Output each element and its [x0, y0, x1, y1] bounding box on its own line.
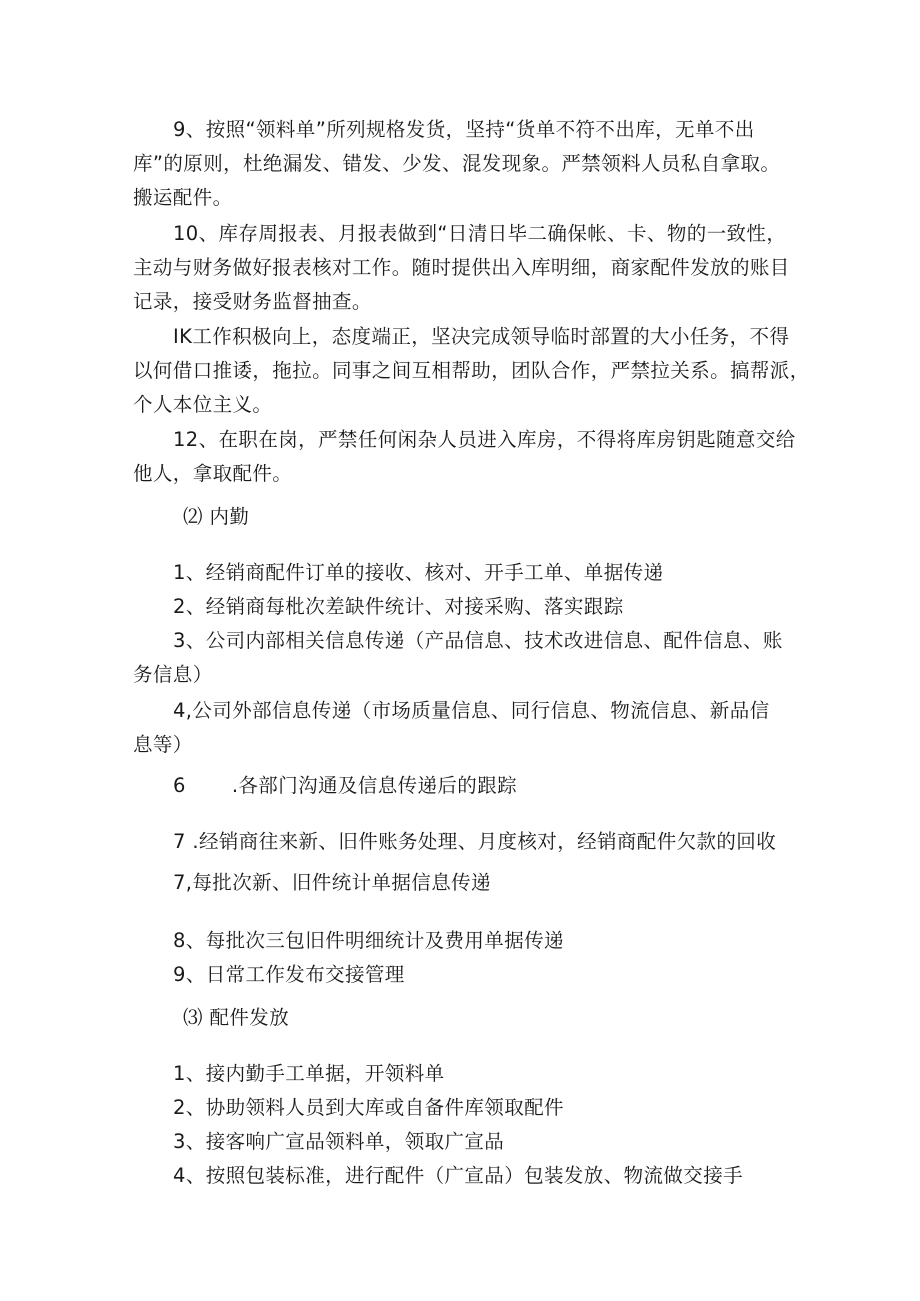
- section-3-item-2: 2、协助领料人员到大库或自备件库领取配件: [173, 1096, 564, 1119]
- section-3-item-4: 4、按照包装标准，进行配件（广宣品）包装发放、物流做交接手: [173, 1164, 744, 1187]
- section-3-heading: ⑶ 配件发放: [183, 1006, 290, 1029]
- paragraph-11-line-1: IK工作积极向上，态度端正，坚决完成领导临时部置的大小任务，不得: [173, 325, 790, 348]
- paragraph-10-line-1: 10、库存周报表、月报表做到“日清日毕二确保帐、卡、物的一致性，: [173, 222, 787, 245]
- paragraph-11-line-2: 以何借口推诿，拖拉。同事之间互相帮助，团队合作，严禁拉关系。搞帮派，: [133, 359, 810, 382]
- paragraph-11-line-3: 个人本位主义。: [133, 393, 273, 416]
- paragraph-10-line-2: 主动与财务做好报表核对工作。随时提供出入库明细，商家配件发放的账目: [133, 256, 790, 279]
- section-3-item-3: 3、接客响广宣品领料单，领取广宣品: [173, 1130, 505, 1153]
- section-2-item-3-line-2: 务信息）: [133, 663, 213, 686]
- section-2-item-6-number: 6: [173, 774, 186, 797]
- section-2-item-2: 2、经销商每枇次差缺件统计、对接采购、落实跟踪: [173, 595, 624, 618]
- paragraph-9-line-2: 库”的原则，杜绝漏发、错发、少发、混发现象。严禁领料人员私自拿取。: [133, 152, 781, 175]
- section-2-item-1: 1、经销商配件订单的接收、核对、开手工单、单据传递: [173, 561, 664, 584]
- paragraph-9-line-1: 9、按照“领料单”所列规格发货，坚持“货单不符不出库，无单不出: [173, 118, 755, 141]
- paragraph-12-line-2: 他人，拿取配件。: [133, 462, 293, 485]
- section-3-item-1: 1、接内勤手工单据，开领料单: [173, 1062, 445, 1085]
- section-2-item-6: [173, 769, 517, 803]
- paragraph-12-line-1: 12、在职在岗，严禁任何闲杂人员进入库房，不得将库房钥匙随意交给: [173, 428, 796, 451]
- section-2-item-8: 8、每批次三包旧件明细统计及费用单据传递: [173, 929, 564, 952]
- section-2-item-6-text: .各部门沟通及信息传递后的跟踪: [231, 774, 518, 797]
- section-2-item-3-line-1: 3、公司内部相关信息传递（产品信息、技术改进信息、配件信息、账: [173, 629, 783, 652]
- section-2-item-4-line-1: 4,公司外部信息传递（市场质量信息、同行信息、物流信息、新品信: [173, 699, 770, 722]
- section-2-heading: ⑵ 内勤: [183, 505, 250, 528]
- section-2-item-7: 7 .经销商往来新、旧件账务处理、月度核对，经销商配件欠款的回收: [173, 830, 777, 853]
- section-2-item-9: 9、日常工作发布交接管理: [173, 963, 405, 986]
- section-2-item-7b: 7,每批次新、旧件统计单据信息传递: [173, 871, 491, 894]
- section-2-item-4-line-2: 息等）: [133, 733, 193, 756]
- paragraph-9-line-3: 搬运配件。: [133, 186, 233, 209]
- paragraph-10-line-3: 记录，接受财务监督抽查。: [133, 290, 372, 313]
